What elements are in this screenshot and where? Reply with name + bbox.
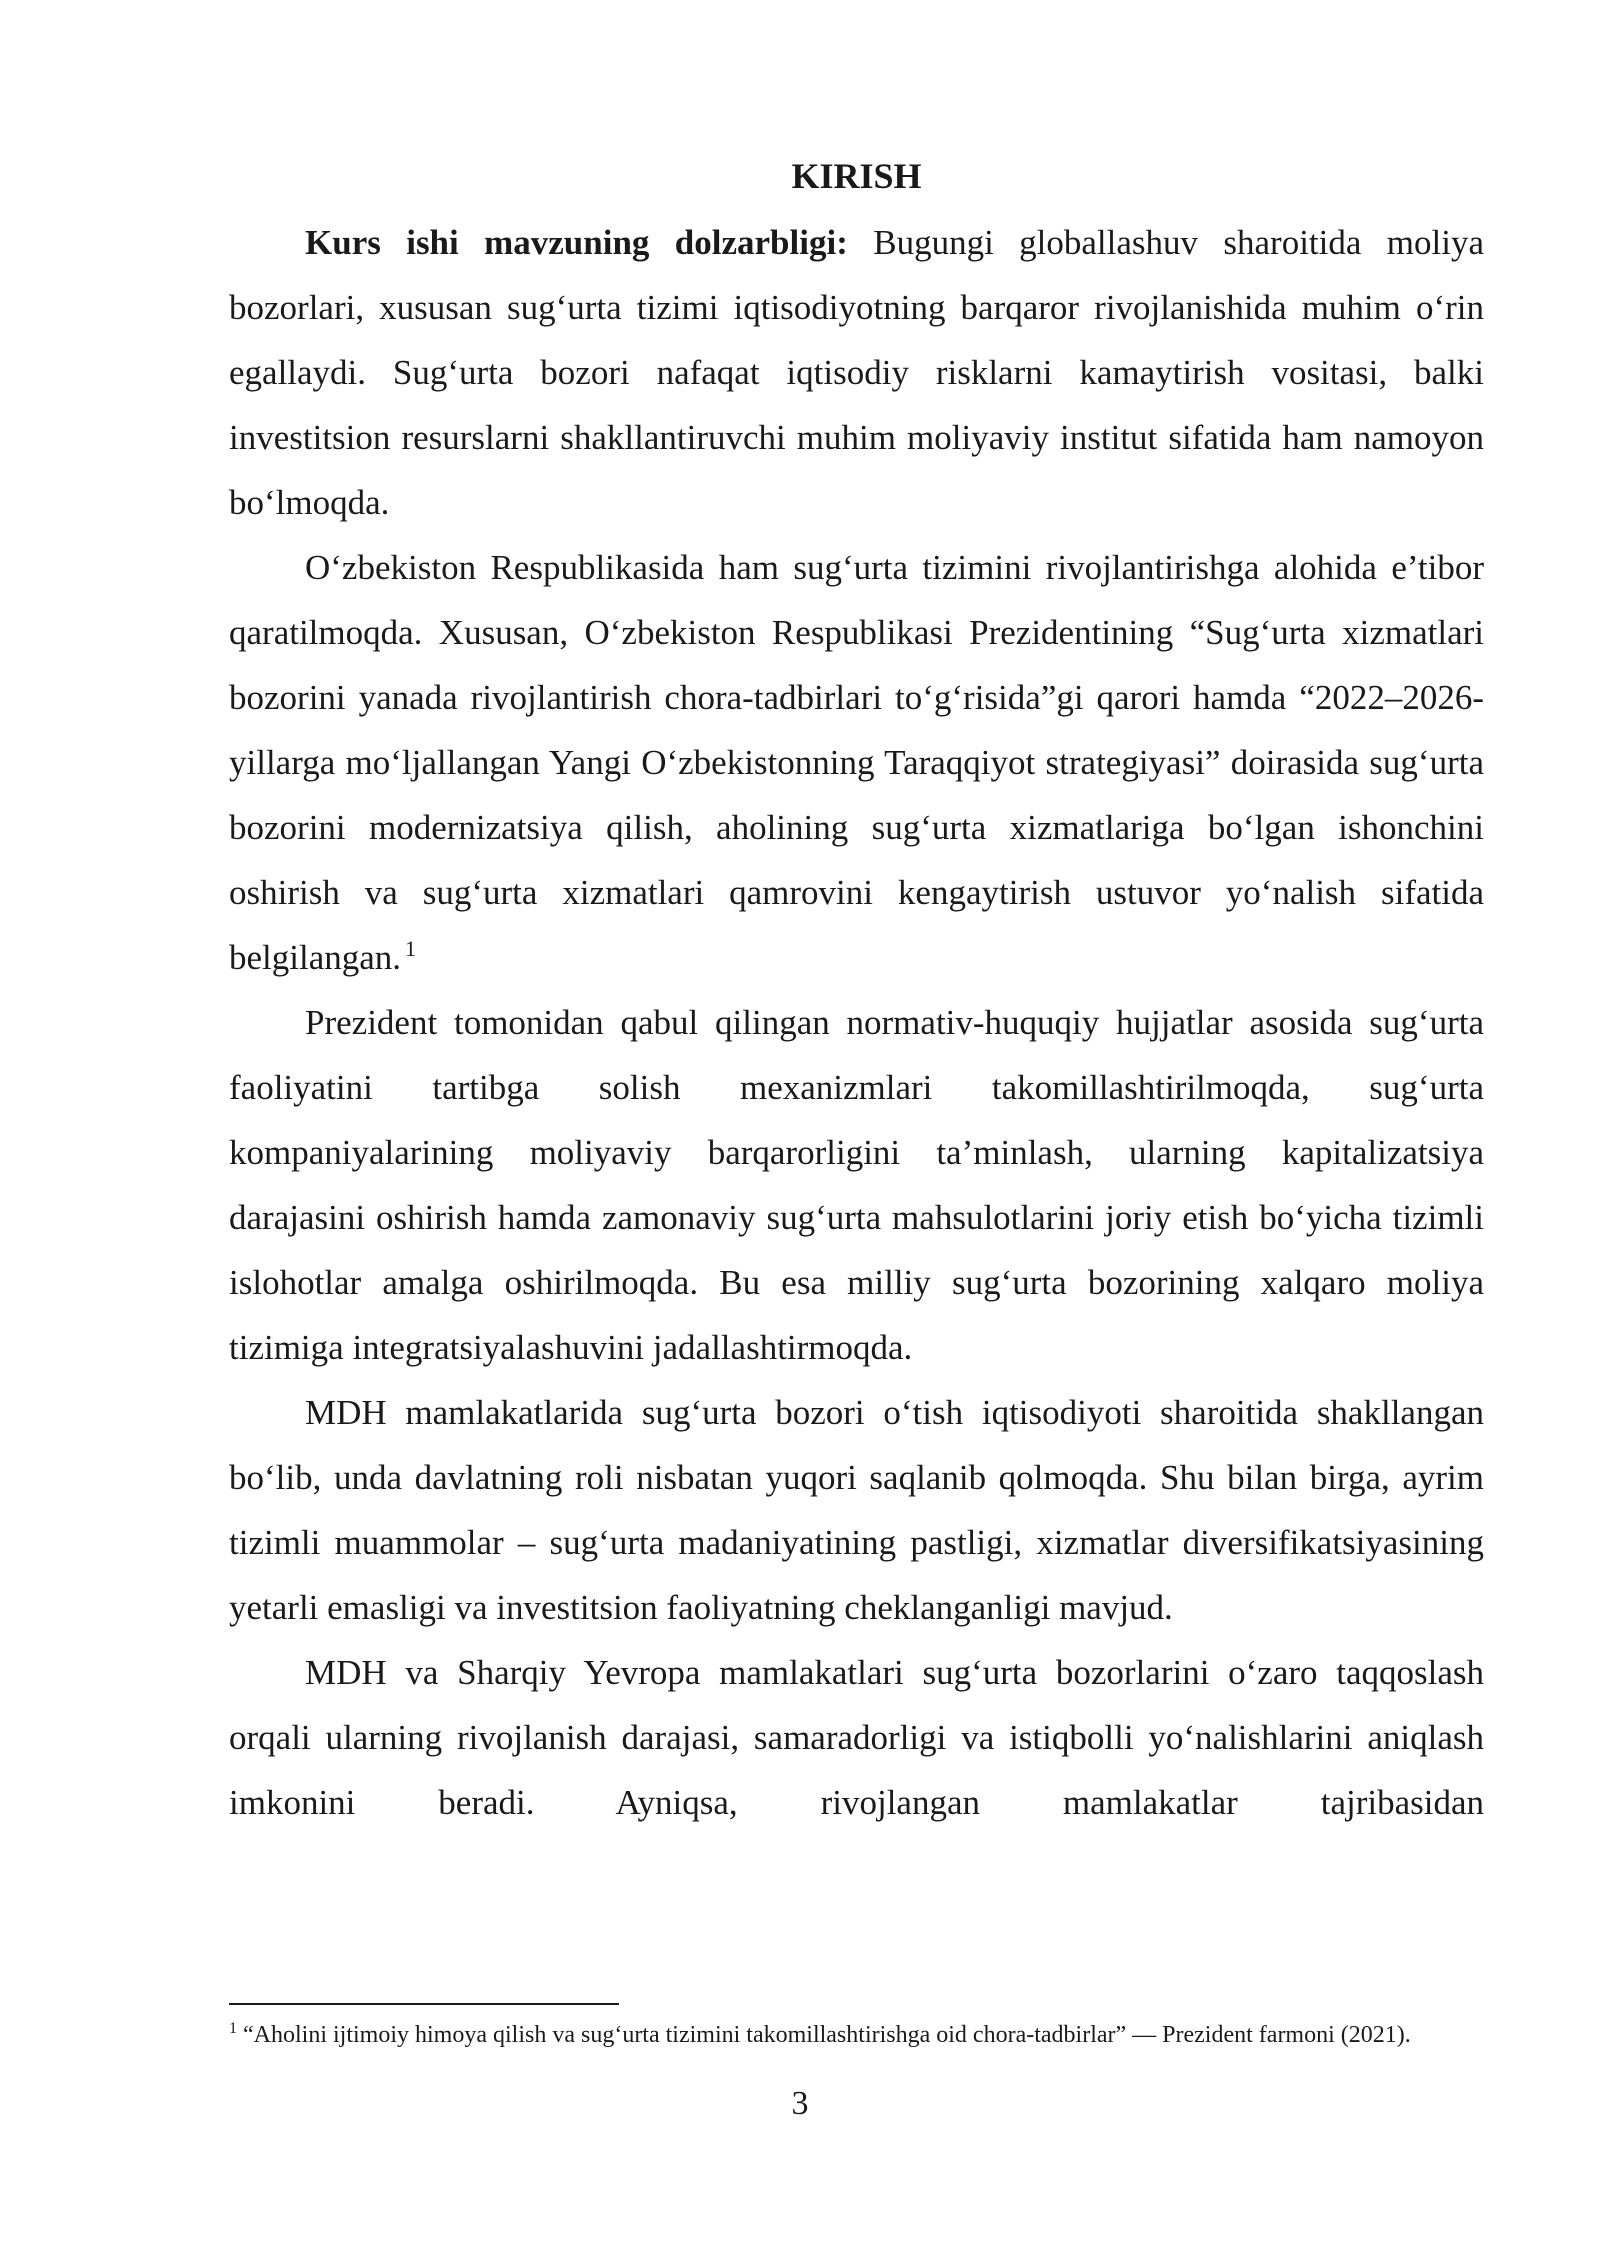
footnote-reference[interactable]: 1 (405, 936, 417, 962)
page-body (229, 148, 1484, 1835)
paragraph-text: MDH mamlakatlarida sug‘urta bozori o‘tish iqtisodiyoti sharoitida shakllangan bo‘lib, unda davlatning roli nisbatan yuqori saqlanib qolmoqda. Shu bilan birga, ayrim tizimli muammolar – sug‘urta madaniyatining pastligi, xizmatlar diversifikatsiyasining yetarli emasligi va investitsion faoliyatning cheklanganligi mavjud. (229, 1393, 1484, 1627)
footnote (229, 2018, 1484, 2052)
footnote-text: “Aholini ijtimoiy himoya qilish va sug‘urta tizimini takomillashtirishga oid chora-tadbirlar” — Prezident farmoni (2021). (243, 2022, 1411, 2048)
paragraph-relevance (229, 210, 1484, 535)
paragraph-text: O‘zbekiston Respublikasida ham sug‘urta tizimini rivojlantirishga alohida e’tibor qaratilmoqda. Xususan, O‘zbekiston Respublikasi Prezidentining “Sug‘urta xizmatlari bozorini yanada rivojlantirish chora-tadbirlari to‘g‘risida”gi qarori hamda “2022–2026-yillarga mo‘ljallangan Yangi O‘zbekistonning Taraqqiyot strategiyasi” doirasida sug‘urta bozorini modernizatsiya qilish, aholining sug‘urta xizmatlariga bo‘lgan ishonchini oshirish va sug‘urta xizmatlari qamrovini kengaytirish ustuvor yo‘nalish sifatida belgilangan. (229, 548, 1484, 977)
footnote-number: 1 (229, 2020, 237, 2037)
paragraph-comparison (229, 1640, 1484, 1835)
paragraph-text: MDH va Sharqiy Yevropa mamlakatlari sug‘urta bozorlarini o‘zaro taqqoslash orqali ularning rivojlanish darajasi, samaradorligi va istiqbolli yo‘nalishlarini aniqlash imkonini beradi. Ayniqsa, rivojlangan mamlakatlar tajribasidan (229, 1653, 1484, 1822)
paragraph-lead: Kurs ishi mavzuning dolzarbligi: (305, 223, 848, 262)
section-heading: KIRISH (791, 156, 922, 196)
page-number: 3 (791, 2085, 809, 2122)
paragraph-president (229, 990, 1484, 1380)
paragraph-uzbekistan (229, 535, 1484, 990)
paragraph-text: Bugungi globallashuv sharoitida moliya bozorlari, xususan sug‘urta tizimi iqtisodiyotning barqaror rivojlanishida muhim o‘rin egallaydi. Sug‘urta bozori nafaqat iqtisodiy risklarni kamaytirish vositasi, balki investitsion resurslarni shakllantiruvchi muhim moliyaviy institut sifatida ham namoyon bo‘lmoqda. (229, 223, 1484, 522)
paragraph-text: Prezident tomonidan qabul qilingan normativ-huquqiy hujjatlar asosida sug‘urta faoliyatini tartibga solish mexanizmlari takomillashtirilmoqda, sug‘urta kompaniyalarining moliyaviy barqarorligini ta’minlash, ularning kapitalizatsiya darajasini oshirish hamda zamonaviy sug‘urta mahsulotlarini joriy etish bo‘yicha tizimli islohotlar amalga oshirilmoqda. Bu esa milliy sug‘urta bozorining xalqaro moliya tizimiga integratsiyalashuvini jadallashtirmoqda. (229, 1003, 1484, 1367)
footnote-separator (229, 2003, 619, 2005)
paragraph-cis (229, 1380, 1484, 1640)
